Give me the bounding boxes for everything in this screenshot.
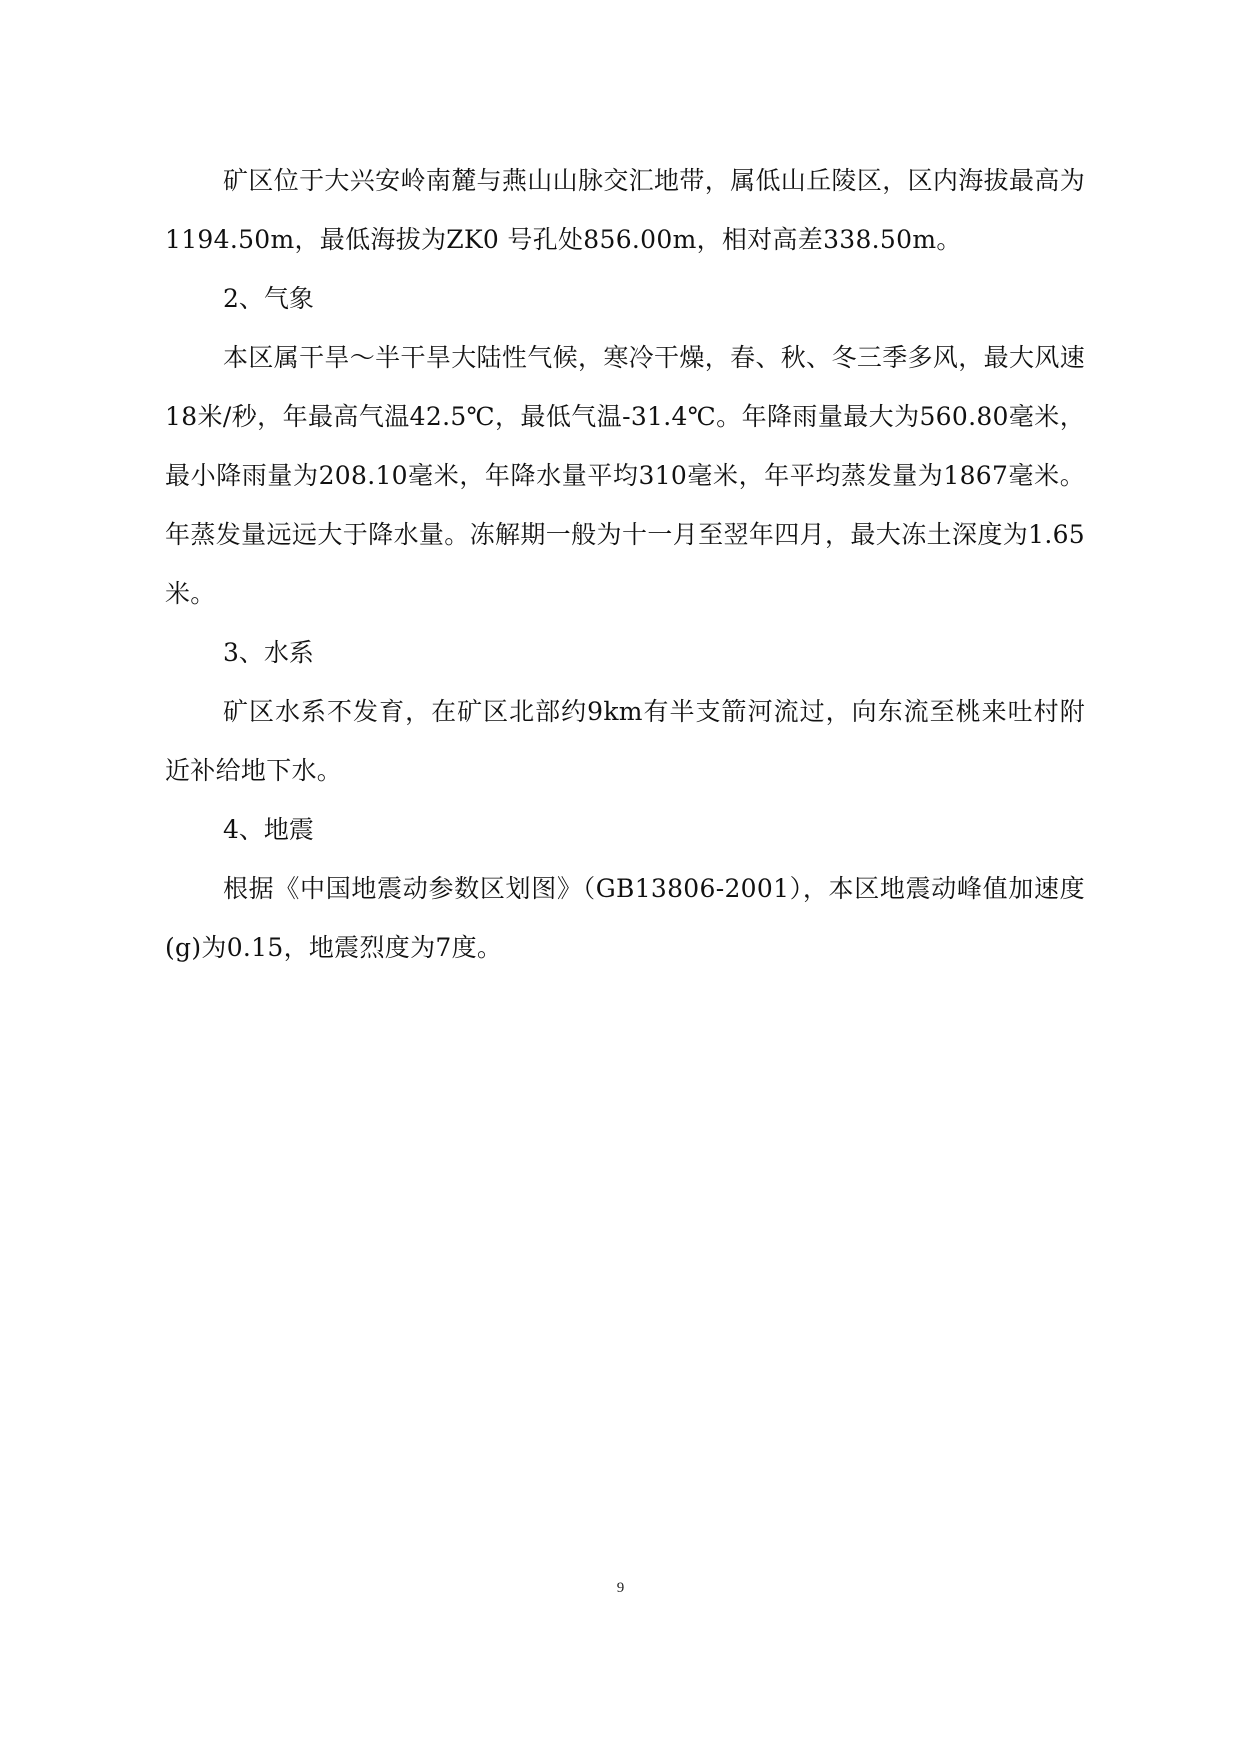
page-number: 9 [616, 1580, 625, 1596]
paragraph-climate: 本区属干旱～半干旱大陆性气候，寒冷干燥，春、秋、冬三季多风，最大风速18米/秒，年最高气温42.5℃，最低气温-31.4℃。年降雨量最大为560.80毫米，最小降雨量为208.10毫米，年降水量平均310毫米，年平均蒸发量为1867毫米。年蒸发量远远大于降水量。冻解期一般为十一月至翌年四月，最大冻土深度为1.65米。 [165, 343, 1085, 608]
section-heading-earthquake: 4、地震 [223, 815, 314, 844]
paragraph-terrain: 矿区位于大兴安岭南麓与燕山山脉交汇地带，属低山丘陵区，区内海拔最高为1194.50m，最低海拔为ZK0 号孔处856.00m，相对高差338.50m。 [165, 166, 1085, 254]
paragraph-earthquake: 根据《中国地震动参数区划图》（GB13806-2001），本区地震动峰值加速度(g)为0.15，地震烈度为7度。 [165, 874, 1085, 962]
document-body [165, 151, 1085, 977]
section-heading-climate: 2、气象 [223, 284, 314, 313]
paragraph-water-system: 矿区水系不发育，在矿区北部约9km有半支箭河流过，向东流至桃来吐村附近补给地下水。 [165, 697, 1085, 785]
section-heading-water-system: 3、水系 [223, 638, 314, 667]
